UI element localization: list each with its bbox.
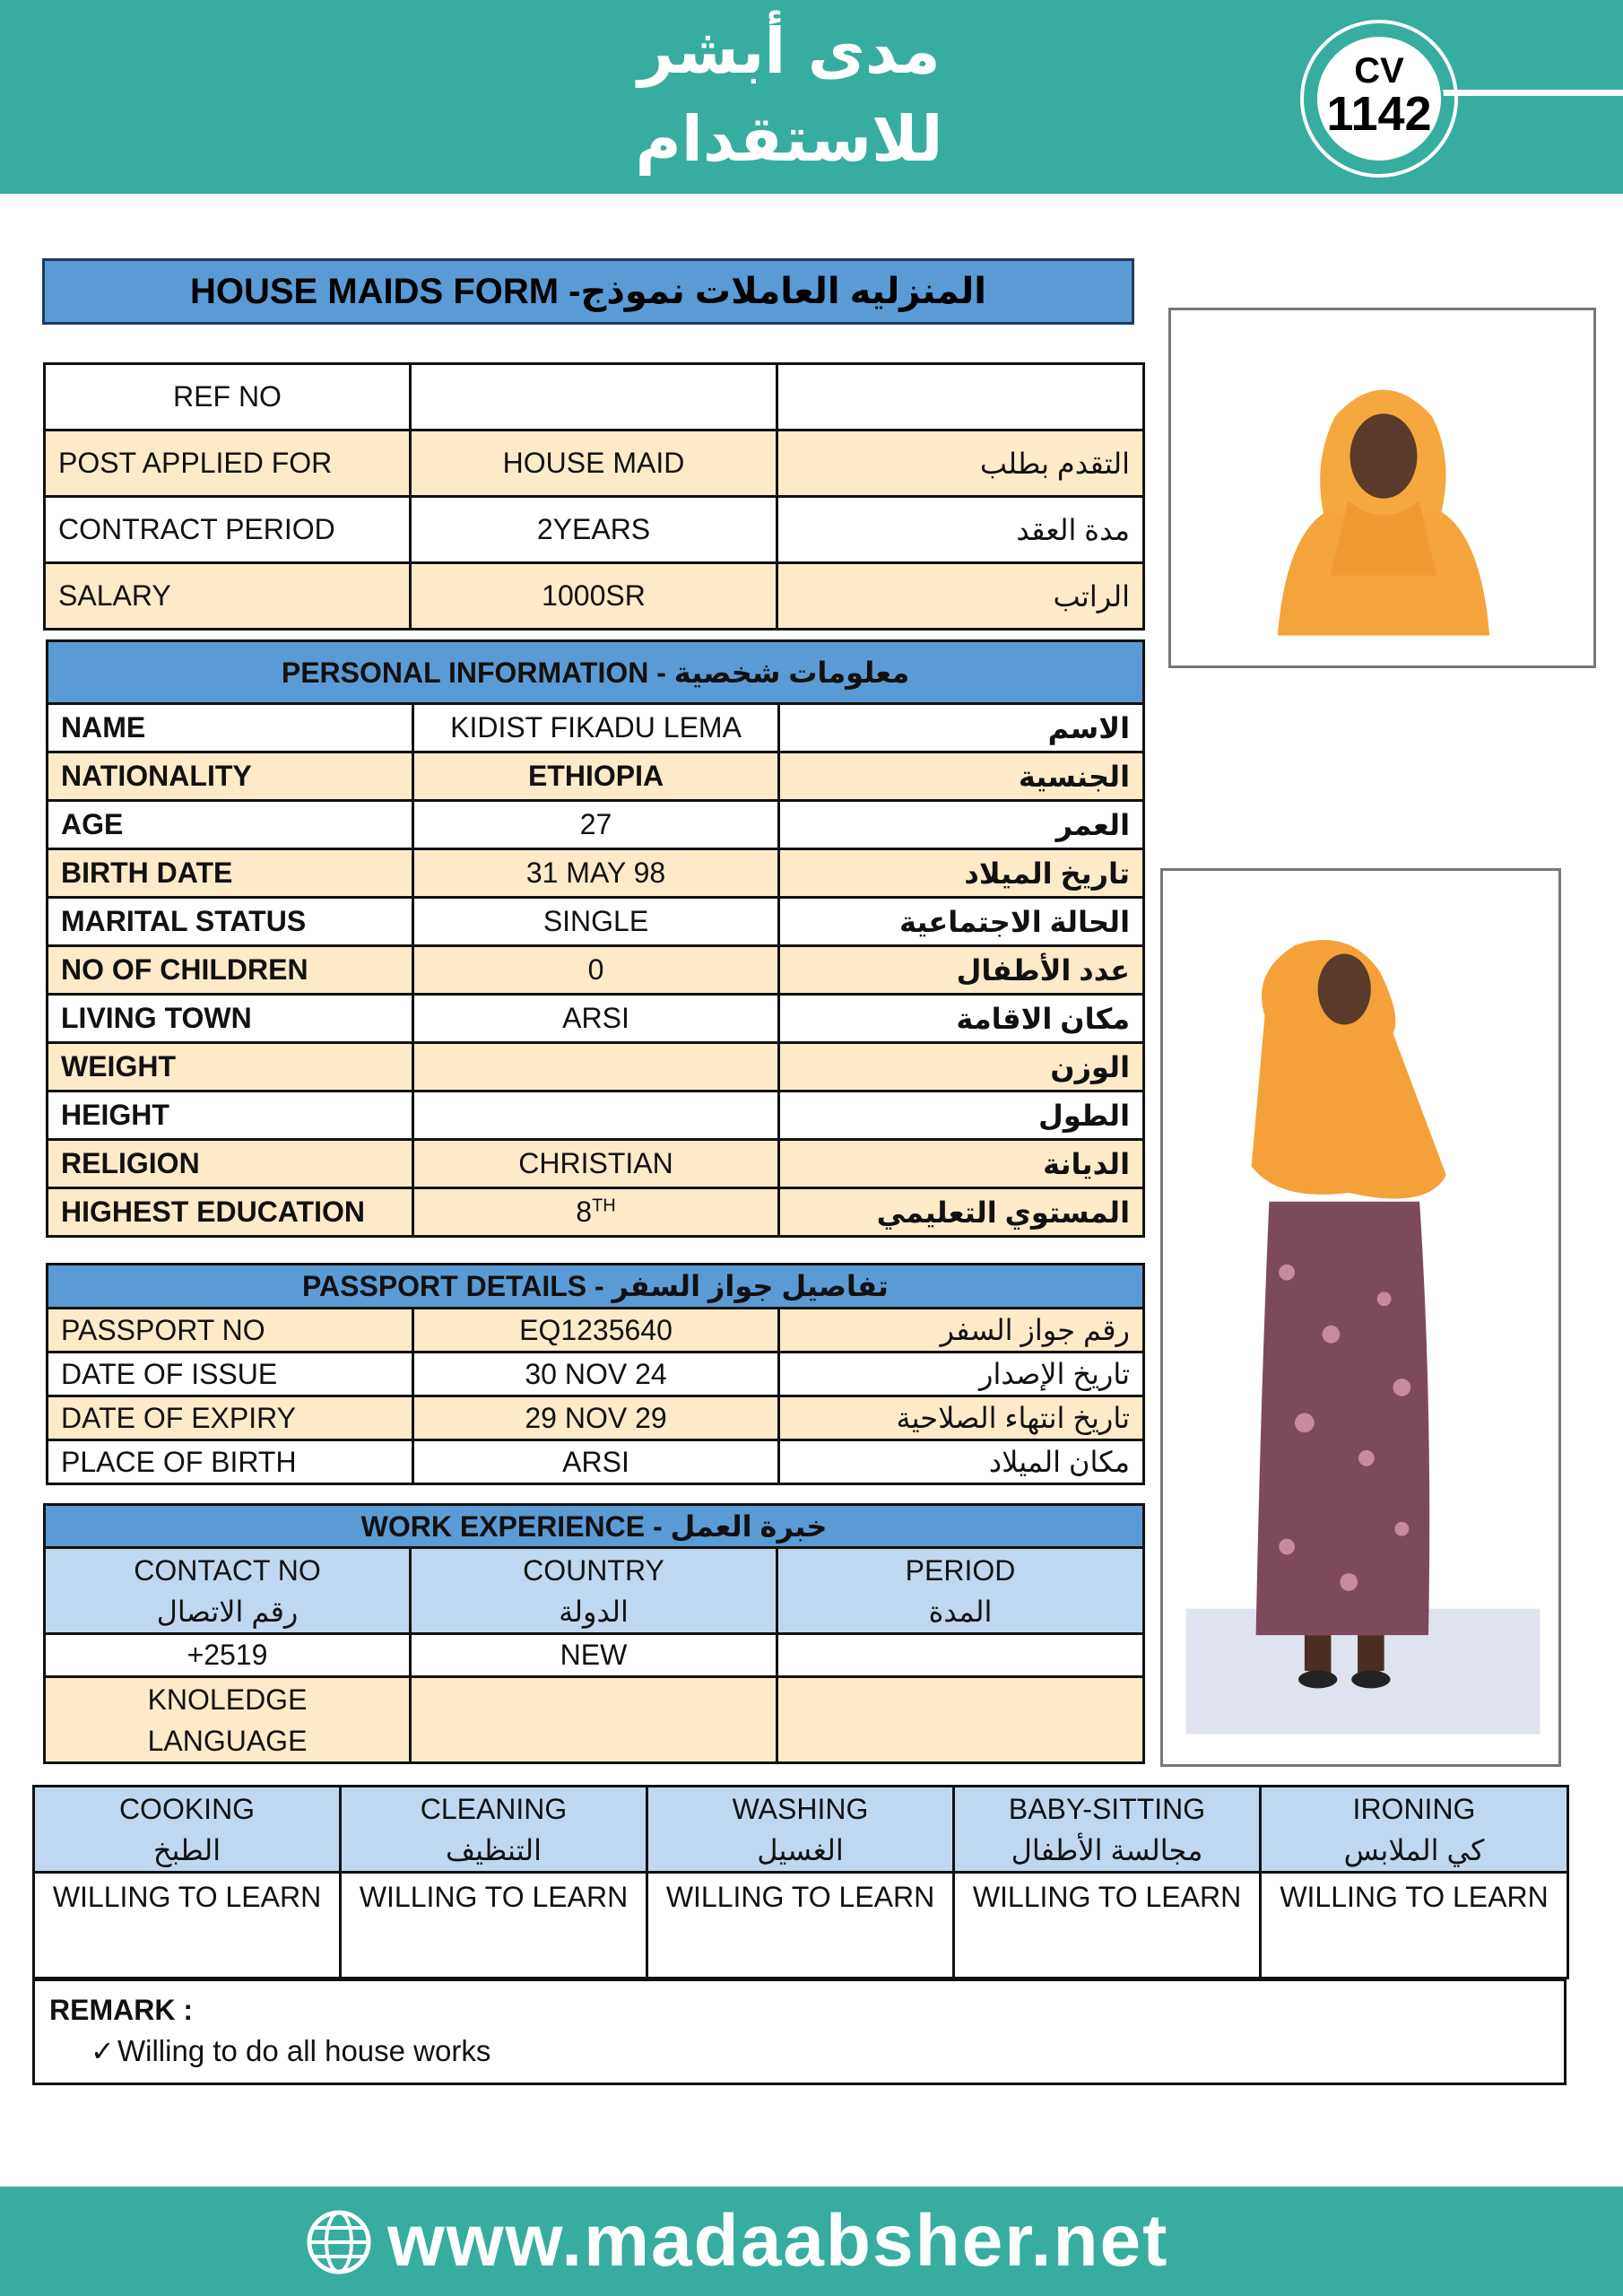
contract-value: 2YEARS bbox=[411, 497, 777, 563]
table-row bbox=[48, 1309, 1144, 1352]
skill-ironing-header: IRONING كي الملابس bbox=[1261, 1787, 1568, 1873]
post-value: HOUSE MAID bbox=[411, 430, 777, 497]
cv-number: 1142 bbox=[1326, 87, 1432, 141]
check-icon: ✓ bbox=[91, 2035, 115, 2067]
country-header: COUNTRY الدولة bbox=[411, 1548, 777, 1634]
name-arabic: الاسم bbox=[779, 704, 1144, 752]
table-row bbox=[45, 1634, 1144, 1677]
living-town-label: LIVING TOWN bbox=[48, 995, 413, 1043]
full-body-image bbox=[1163, 871, 1558, 1764]
remark-item bbox=[49, 2030, 1549, 2073]
age-value: 27 bbox=[413, 801, 779, 849]
religion-value: CHRISTIAN bbox=[413, 1140, 779, 1188]
post-arabic: التقدم بطلب bbox=[777, 430, 1144, 497]
table-row bbox=[48, 849, 1144, 898]
expiry-date-value: 29 NOV 29 bbox=[413, 1396, 779, 1440]
skill-cleaning-header: CLEANING التنظيف bbox=[341, 1787, 647, 1873]
issue-date-label: DATE OF ISSUE bbox=[48, 1352, 413, 1396]
age-arabic: العمر bbox=[779, 801, 1144, 849]
knowledge-language-label: KNOLEDGE LANGUAGE bbox=[45, 1677, 411, 1763]
remark-text: Willing to do all house works bbox=[117, 2034, 491, 2067]
table-row bbox=[45, 563, 1144, 630]
table-row bbox=[48, 801, 1144, 849]
education-suffix: TH bbox=[592, 1196, 616, 1216]
brand-line-2: للاستقدام bbox=[635, 102, 943, 176]
children-label: NO OF CHILDREN bbox=[48, 946, 413, 995]
table-row bbox=[48, 752, 1144, 801]
education-label: HIGHEST EDUCATION bbox=[48, 1188, 413, 1237]
knowledge-value bbox=[411, 1677, 777, 1763]
issue-date-value: 30 NOV 24 bbox=[413, 1352, 779, 1396]
period-header: PERIOD المدة bbox=[777, 1548, 1144, 1634]
table-row bbox=[45, 1677, 1144, 1763]
expiry-date-arabic: تاريخ انتهاء الصلاحية bbox=[779, 1396, 1144, 1440]
language-value bbox=[777, 1677, 1144, 1763]
website-link[interactable]: www.madaabsher.net bbox=[387, 2200, 1169, 2282]
nationality-value: ETHIOPIA bbox=[413, 752, 779, 801]
remark-box bbox=[32, 1979, 1567, 2085]
footer-banner bbox=[0, 2187, 1623, 2296]
height-arabic: الطول bbox=[779, 1091, 1144, 1140]
place-of-birth-arabic: مكان الميلاد bbox=[779, 1440, 1144, 1484]
table-row bbox=[48, 1188, 1144, 1237]
salary-arabic: الراتب bbox=[777, 563, 1144, 630]
cv-badge-line bbox=[1439, 90, 1623, 96]
brand-line-1: مدى أبشر bbox=[638, 14, 941, 88]
work-section-title: WORK EXPERIENCE - خبرة العمل bbox=[45, 1505, 1144, 1548]
birth-date-arabic: تاريخ الميلاد bbox=[779, 849, 1144, 898]
contact-value: +2519 bbox=[45, 1634, 411, 1677]
children-arabic: عدد الأطفال bbox=[779, 946, 1144, 995]
nationality-label: NATIONALITY bbox=[48, 752, 413, 801]
contact-header: CONTACT NO رقم الاتصال bbox=[45, 1548, 411, 1634]
salary-value: 1000SR bbox=[411, 563, 777, 630]
weight-value bbox=[413, 1043, 779, 1091]
education-value bbox=[413, 1188, 779, 1237]
personal-section-title: PERSONAL INFORMATION - معلومات شخصية bbox=[48, 641, 1144, 704]
living-town-value: ARSI bbox=[413, 995, 779, 1043]
contract-label: CONTRACT PERIOD bbox=[45, 497, 411, 563]
table-row bbox=[48, 946, 1144, 995]
children-value: 0 bbox=[413, 946, 779, 995]
ref-no-arabic bbox=[777, 364, 1144, 430]
skills-table bbox=[32, 1785, 1569, 1979]
education-arabic: المستوي التعليمي bbox=[779, 1188, 1144, 1237]
header-banner bbox=[0, 0, 1623, 194]
country-value: NEW bbox=[411, 1634, 777, 1677]
name-value: KIDIST FIKADU LEMA bbox=[413, 704, 779, 752]
height-value bbox=[413, 1091, 779, 1140]
table-row bbox=[45, 364, 1144, 430]
passport-table bbox=[46, 1263, 1145, 1485]
nationality-arabic: الجنسية bbox=[779, 752, 1144, 801]
skill-babysitting-header: BABY-SITTING مجالسة الأطفال bbox=[954, 1787, 1261, 1873]
portrait-photo bbox=[1168, 308, 1596, 668]
brand-logo-text bbox=[574, 7, 1004, 183]
table-row bbox=[48, 995, 1144, 1043]
weight-arabic: الوزن bbox=[779, 1043, 1144, 1091]
table-row bbox=[48, 1043, 1144, 1091]
cv-badge bbox=[1300, 20, 1458, 178]
passport-no-label: PASSPORT NO bbox=[48, 1309, 413, 1352]
table-row bbox=[45, 497, 1144, 563]
portrait-image bbox=[1171, 310, 1593, 665]
table-row bbox=[48, 1396, 1144, 1440]
personal-info-table bbox=[46, 639, 1145, 1238]
salary-label: SALARY bbox=[45, 563, 411, 630]
table-row bbox=[48, 1140, 1144, 1188]
name-label: NAME bbox=[48, 704, 413, 752]
religion-label: RELIGION bbox=[48, 1140, 413, 1188]
contract-arabic: مدة العقد bbox=[777, 497, 1144, 563]
ref-no-label: REF NO bbox=[45, 364, 411, 430]
passport-no-value: EQ1235640 bbox=[413, 1309, 779, 1352]
skill-cooking-level: WILLING TO LEARN bbox=[34, 1873, 341, 1979]
passport-no-arabic: رقم جواز السفر bbox=[779, 1309, 1144, 1352]
globe-icon bbox=[305, 2208, 373, 2276]
birth-date-value: 31 MAY 98 bbox=[413, 849, 779, 898]
marital-status-arabic: الحالة الاجتماعية bbox=[779, 898, 1144, 946]
period-value bbox=[777, 1634, 1144, 1677]
table-row bbox=[45, 430, 1144, 497]
table-row bbox=[48, 1352, 1144, 1396]
education-number: 8 bbox=[576, 1196, 593, 1228]
living-town-arabic: مكان الاقامة bbox=[779, 995, 1144, 1043]
place-of-birth-value: ARSI bbox=[413, 1440, 779, 1484]
issue-date-arabic: تاريخ الإصدار bbox=[779, 1352, 1144, 1396]
application-table bbox=[43, 362, 1145, 631]
passport-section-title: PASSPORT DETAILS - تفاصيل جواز السفر bbox=[48, 1265, 1144, 1309]
post-label: POST APPLIED FOR bbox=[45, 430, 411, 497]
birth-date-label: BIRTH DATE bbox=[48, 849, 413, 898]
marital-status-value: SINGLE bbox=[413, 898, 779, 946]
table-row bbox=[48, 704, 1144, 752]
skill-cooking-header: COOKING الطبخ bbox=[34, 1787, 341, 1873]
skill-babysitting-level: WILLING TO LEARN bbox=[954, 1873, 1261, 1979]
form-title: HOUSE MAIDS FORM -المنزليه العاملات نموذج bbox=[42, 258, 1134, 325]
weight-label: WEIGHT bbox=[48, 1043, 413, 1091]
skill-cleaning-level: WILLING TO LEARN bbox=[341, 1873, 647, 1979]
ref-no-value bbox=[411, 364, 777, 430]
full-body-photo bbox=[1160, 868, 1561, 1767]
skill-ironing-level: WILLING TO LEARN bbox=[1261, 1873, 1568, 1979]
cv-label: CV bbox=[1354, 51, 1404, 91]
table-row bbox=[48, 1091, 1144, 1140]
table-row bbox=[48, 1440, 1144, 1484]
height-label: HEIGHT bbox=[48, 1091, 413, 1140]
age-label: AGE bbox=[48, 801, 413, 849]
expiry-date-label: DATE OF EXPIRY bbox=[48, 1396, 413, 1440]
marital-status-label: MARITAL STATUS bbox=[48, 898, 413, 946]
table-row bbox=[48, 898, 1144, 946]
skill-washing-level: WILLING TO LEARN bbox=[647, 1873, 954, 1979]
religion-arabic: الديانة bbox=[779, 1140, 1144, 1188]
skill-washing-header: WASHING الغسيل bbox=[647, 1787, 954, 1873]
remark-title: REMARK : bbox=[49, 1994, 193, 2026]
work-experience-table bbox=[43, 1503, 1145, 1764]
place-of-birth-label: PLACE OF BIRTH bbox=[48, 1440, 413, 1484]
